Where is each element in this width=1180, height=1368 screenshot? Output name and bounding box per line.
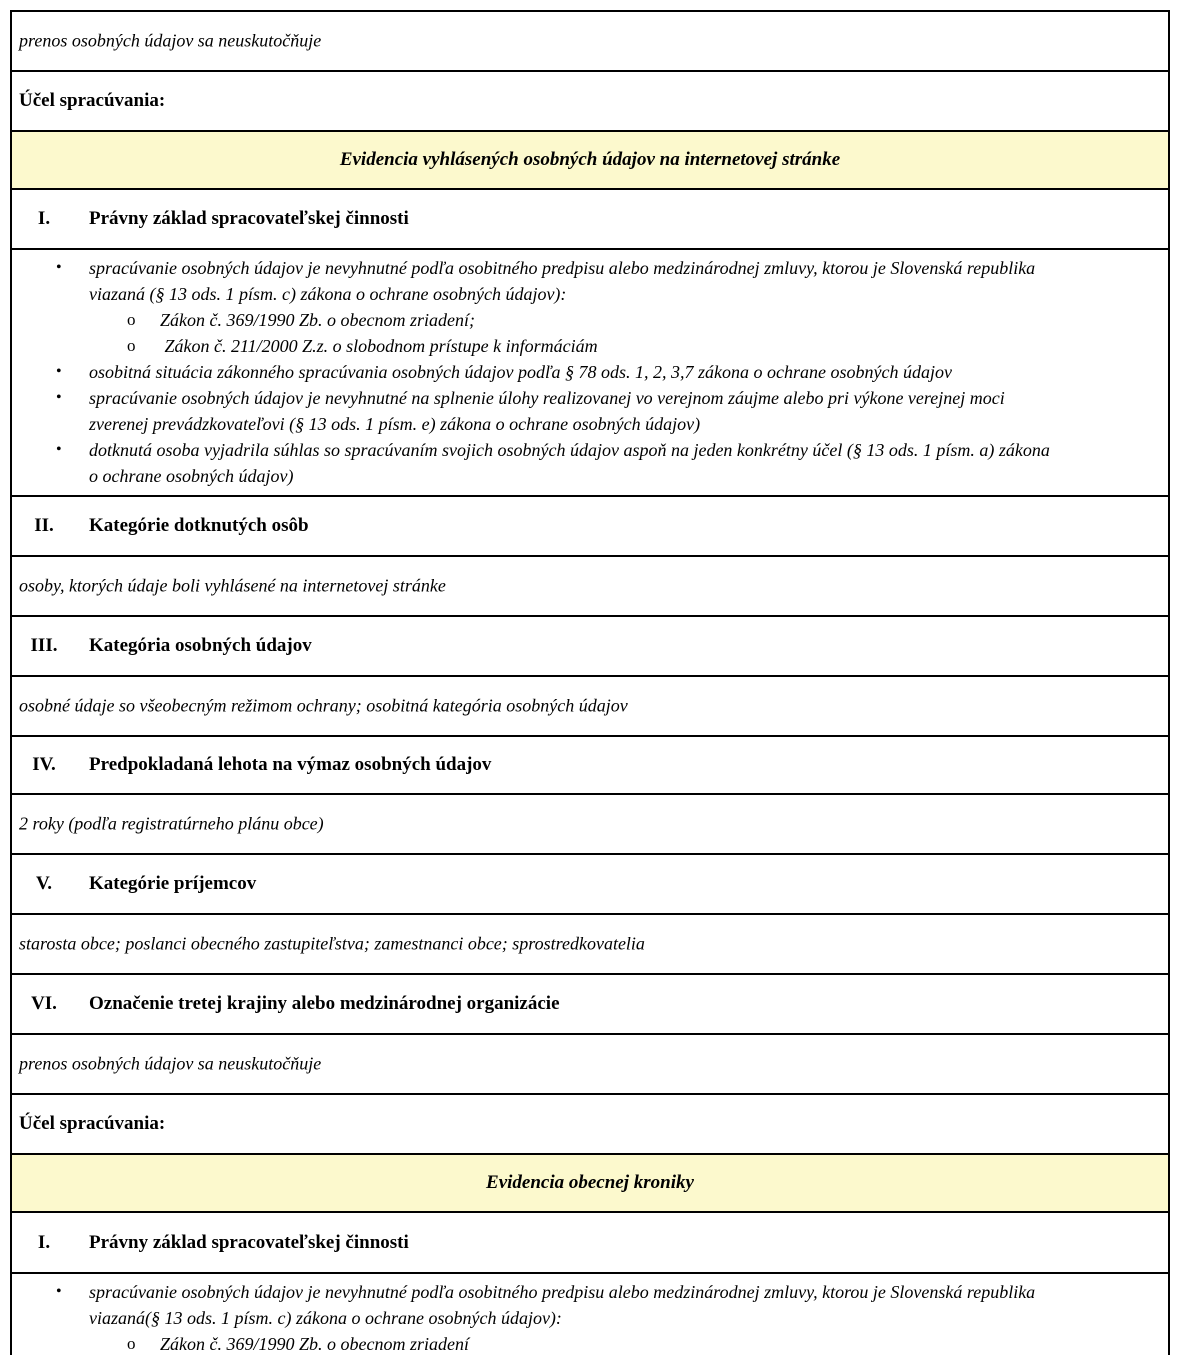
list-item [12, 385, 1168, 437]
legal-basis-list-row [12, 1274, 1168, 1355]
list-item [12, 437, 1168, 489]
section-title: Kategórie príjemcov [89, 873, 257, 894]
list-item-text: zverenej prevádzkovateľovi (§ 13 ods. 1 písm. e) zákona o ochrane osobných údajov) [89, 414, 701, 434]
bullet-icon: • [56, 259, 62, 276]
circle-bullet-icon: o [127, 310, 136, 329]
document-table [10, 10, 1170, 1355]
legal-basis-list [12, 255, 1168, 489]
transfer-row [12, 12, 1168, 72]
section-number: IV. [32, 754, 56, 775]
legal-basis-list [12, 1279, 1168, 1355]
sub-list-item [12, 333, 1168, 359]
purpose-label: Účel spracúvania: [19, 90, 166, 111]
purpose-label-row [12, 72, 1168, 132]
section-number: I. [37, 1231, 51, 1253]
section-heading-row [12, 737, 1168, 795]
list-item [12, 1279, 1168, 1331]
section-title: Právny základ spracovateľskej činnosti [89, 1231, 409, 1253]
circle-bullet-icon: o [127, 336, 136, 355]
section-text: prenos osobných údajov sa neuskutočňuje [19, 1053, 322, 1074]
section-text: 2 roky (podľa registratúrneho plánu obce) [19, 813, 324, 834]
list-item-text: spracúvanie osobných údajov je nevyhnutné podľa osobitného predpisu alebo medzinárodnej zmluvy, ktorou je Slovenská republika [89, 258, 1036, 278]
sub-list-item-text: Zákon č. 369/1990 Zb. o obecnom zriadení; [160, 310, 475, 330]
list-item-text: spracúvanie osobných údajov je nevyhnutné na splnenie úlohy realizovanej vo verejnom záujme alebo pri výkone verejnej moci [89, 388, 1005, 408]
section-content-row [12, 915, 1168, 975]
list-item [12, 255, 1168, 307]
section-heading-row [12, 975, 1168, 1035]
section-number: VI. [31, 993, 57, 1014]
section-text: osobné údaje so všeobecným režimom ochrany; osobitná kategória osobných údajov [19, 695, 628, 716]
section-number: V. [35, 873, 53, 894]
sub-list-item [12, 307, 1168, 333]
section-content-row [12, 1035, 1168, 1095]
purpose-title: Evidencia obecnej kroniky [486, 1172, 694, 1193]
section-text: osoby, ktorých údaje boli vyhlásené na internetovej stránke [19, 575, 446, 596]
transfer-text: prenos osobných údajov sa neuskutočňuje [19, 30, 322, 51]
list-item-text: viazaná (§ 13 ods. 1 písm. c) zákona o ochrane osobných údajov): [89, 284, 567, 304]
sub-list-item-text: Zákon č. 211/2000 Z.z. o slobodnom prístupe k informáciám [160, 336, 598, 356]
bullet-icon: • [56, 389, 62, 406]
section-heading-row [12, 497, 1168, 557]
section-number: I. [37, 208, 51, 229]
section-content-row [12, 795, 1168, 855]
purpose-label-row [12, 1095, 1168, 1155]
section-heading-row [12, 855, 1168, 915]
list-item-text: dotknutá osoba vyjadrila súhlas so spracúvaním svojich osobných údajov aspoň na jeden konkrétny účel (§ 13 ods. 1 písm. a) zákona [89, 440, 1050, 460]
section-number: III. [30, 635, 58, 656]
list-item-text: spracúvanie osobných údajov je nevyhnutné podľa osobitného predpisu alebo medzinárodnej zmluvy, ktorou je Slovenská republika [89, 1282, 1036, 1302]
section-heading-row [12, 617, 1168, 677]
purpose-label: Účel spracúvania: [19, 1113, 166, 1134]
section-title: Právny základ spracovateľskej činnosti [89, 208, 409, 229]
legal-basis-list-row [12, 250, 1168, 497]
section-content-row [12, 677, 1168, 737]
section-text: starosta obce; poslanci obecného zastupiteľstva; zamestnanci obce; sprostredkovatelia [19, 933, 645, 954]
bullet-icon: • [56, 441, 62, 458]
sub-list-item-text: Zákon č. 369/1990 Zb. o obecnom zriadení [160, 1334, 469, 1354]
bullet-icon: • [56, 363, 62, 380]
list-item-text: viazaná(§ 13 ods. 1 písm. c) zákona o ochrane osobných údajov): [89, 1308, 562, 1328]
purpose-title-row [12, 1155, 1168, 1213]
purpose-title: Evidencia vyhlásených osobných údajov na internetovej stránke [339, 149, 841, 170]
section-title: Predpokladaná lehota na výmaz osobných údajov [89, 754, 492, 775]
section-number: II. [34, 515, 54, 536]
section-title: Kategória osobných údajov [89, 635, 312, 656]
section-heading-row [12, 1213, 1168, 1274]
section-title: Kategórie dotknutých osôb [89, 515, 309, 536]
section-title: Označenie tretej krajiny alebo medzinárodnej organizácie [89, 993, 560, 1014]
list-item [12, 359, 1168, 385]
section-content-row [12, 557, 1168, 617]
section-heading-row [12, 190, 1168, 250]
circle-bullet-icon: o [127, 1334, 136, 1353]
list-item-text: o ochrane osobných údajov) [89, 466, 294, 486]
list-item-text: osobitná situácia zákonného spracúvania osobných údajov podľa § 78 ods. 1, 2, 3,7 zákona o ochrane osobných údajov [89, 362, 952, 382]
sub-list-item [12, 1331, 1168, 1355]
bullet-icon: • [56, 1283, 62, 1300]
purpose-title-row [12, 132, 1168, 190]
